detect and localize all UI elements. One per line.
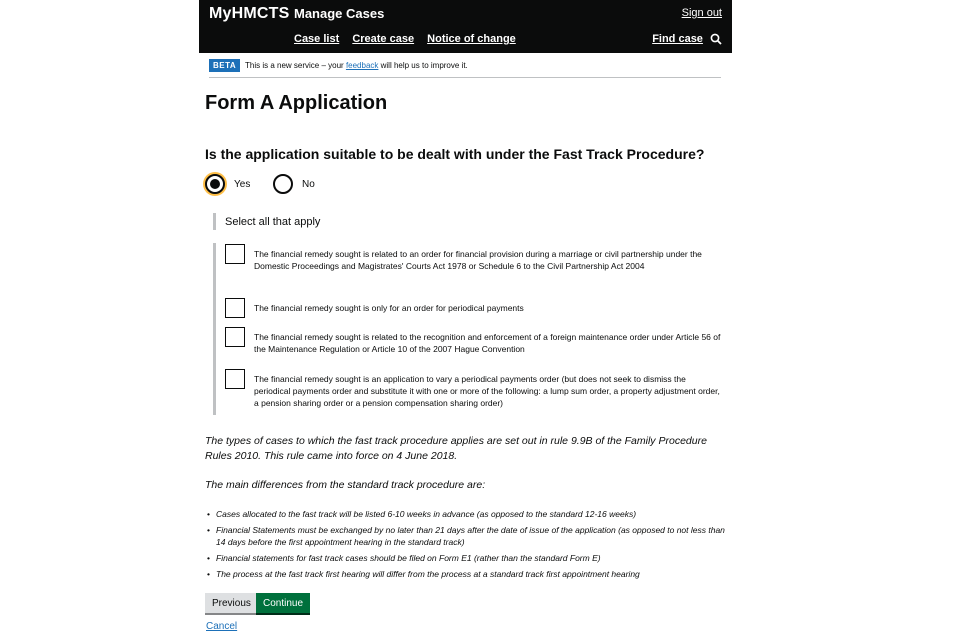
hint-inset-bar — [213, 213, 216, 230]
brand-logo[interactable]: MyHMCTS — [209, 5, 290, 22]
checkbox-vary-periodical[interactable] — [225, 369, 245, 389]
checkbox-periodical-payments[interactable] — [225, 298, 245, 318]
service-name[interactable]: Manage Cases — [294, 6, 385, 21]
checkbox-foreign-maintenance-label[interactable]: The financial remedy sought is related to the recognition and enforcement of a foreign maintenance order under Article 56 of the Maintenance Regulation or Article 10 of the 2007 Hague Convention — [254, 332, 721, 354]
primary-nav — [294, 33, 526, 45]
beta-text-after: will help us to improve it. — [378, 61, 468, 70]
fast-track-question: Is the application suitable to be dealt with under the Fast Track Procedure? — [205, 146, 705, 162]
find-case-link[interactable]: Find case — [652, 33, 703, 45]
radio-no-label[interactable]: No — [302, 179, 315, 190]
previous-button[interactable]: Previous — [205, 593, 258, 613]
select-all-hint: Select all that apply — [225, 216, 321, 228]
radio-no[interactable] — [273, 174, 293, 194]
beta-text-before: This is a new service – your — [245, 61, 346, 70]
list-item: • Financial Statements must be exchanged by no later than 21 days after the date of issue of the application (as opposed to not less than 14 days before the first appointment hearing in the standard track) — [207, 524, 725, 548]
nav-case-list[interactable]: Case list — [294, 33, 340, 45]
fast-track-rules-info: The types of cases to which the fast track procedure applies are set out in rule 9.9B of the Family Procedure Rules 2010. This rule came into force on 4 June 2018. — [205, 435, 707, 462]
page — [199, 0, 732, 640]
list-item: • Financial statements for fast track cases should be filed on Form E1 (rather than the standard Form E) — [207, 552, 725, 564]
sign-out-link[interactable]: Sign out — [681, 7, 722, 19]
beta-banner — [209, 58, 721, 78]
main-differences-intro: The main differences from the standard track procedure are: — [205, 479, 486, 491]
nav-notice-of-change[interactable]: Notice of change — [427, 33, 516, 45]
checkbox-inset-bar — [213, 243, 216, 415]
checkbox-domestic-proceedings-label[interactable]: The financial remedy sought is related to an order for financial provision during a marriage or civil partnership under the Domestic Proceedings and Magistrates' Courts Act 1978 or Schedule 6 to the Civil Partnership Act 2004 — [254, 249, 702, 271]
beta-tag: BETA — [209, 59, 240, 72]
beta-message — [245, 61, 468, 70]
checkbox-vary-periodical-label[interactable]: The financial remedy sought is an application to vary a periodical payments order (but does not seek to dismiss the periodical payments order and substitute it with one or more of the following: a lump sum order, a property adjustment order, a pension sharing order or a pension compensation sharing order) — [254, 374, 720, 408]
differences-list — [207, 508, 725, 584]
feedback-link[interactable]: feedback — [345, 61, 379, 70]
page-title: Form A Application — [205, 92, 388, 114]
continue-button[interactable]: Continue — [256, 593, 310, 613]
list-item: • The process at the fast track first hearing will differ from the process at a standard track first appointment hearing — [207, 568, 725, 580]
radio-yes-label[interactable]: Yes — [234, 179, 251, 190]
checkbox-foreign-maintenance[interactable] — [225, 327, 245, 347]
site-header — [199, 0, 732, 53]
nav-create-case[interactable]: Create case — [352, 33, 415, 45]
radio-yes[interactable] — [205, 174, 225, 194]
find-case[interactable] — [652, 33, 722, 45]
cancel-link[interactable]: Cancel — [206, 621, 238, 632]
checkbox-domestic-proceedings[interactable] — [225, 244, 245, 264]
search-icon[interactable] — [710, 33, 722, 45]
list-item: • Cases allocated to the fast track will be listed 6-10 weeks in advance (as opposed to the standard 12-16 weeks) — [207, 508, 725, 520]
checkbox-periodical-payments-label[interactable]: The financial remedy sought is only for an order for periodical payments — [254, 303, 524, 313]
